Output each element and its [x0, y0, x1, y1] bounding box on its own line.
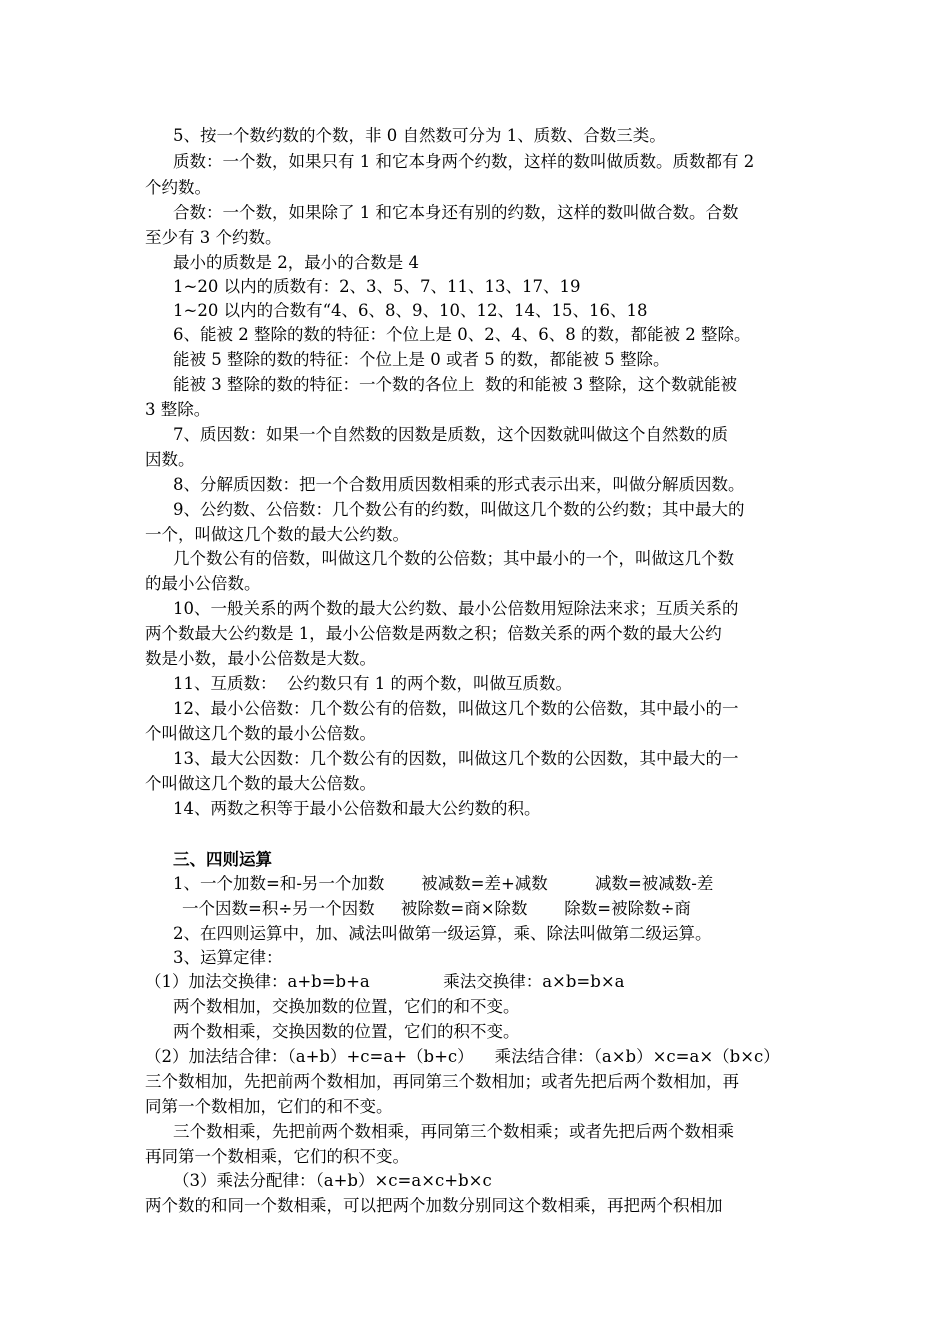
text-line: 能被 3 整除的数的特征：一个数的各位上 数的和能被 3 整除，这个数就能被 [173, 375, 737, 394]
text-line: 再同第一个数相乘，它们的积不变。 [145, 1147, 409, 1166]
text-line: 1~20 以内的质数有：2、3、5、7、11、13、17、19 [173, 277, 581, 296]
text-line: 两个数相加，交换加数的位置，它们的和不变。 [173, 997, 520, 1016]
text-line: （2）加法结合律：（a+b）+c=a+（b+c） 乘法结合律：（a×b）×c=a×（b×c） [145, 1047, 780, 1066]
text-line: 因数。 [145, 450, 195, 469]
text-line: 9、公约数、公倍数：几个数公有的约数，叫做这几个数的公约数；其中最大的 [173, 500, 745, 519]
text-line: 14、两数之积等于最小公倍数和最大公约数的积。 [173, 799, 541, 818]
text-line: 7、质因数：如果一个自然数的因数是质数，这个因数就叫做这个自然数的质 [173, 425, 728, 444]
text-line: 2、在四则运算中，加、减法叫做第一级运算，乘、除法叫做第二级运算。 [173, 924, 712, 943]
text-line: 同第一个数相加，它们的和不变。 [145, 1097, 393, 1116]
text-line: 3 整除。 [145, 400, 211, 419]
text-line: 个约数。 [145, 178, 211, 197]
text-line: 8、分解质因数：把一个合数用质因数相乘的形式表示出来，叫做分解质因数。 [173, 475, 745, 494]
text-line: 个叫做这几个数的最大公倍数。 [145, 774, 376, 793]
text-line: 两个数的和同一个数相乘，可以把两个加数分别同这个数相乘，再把两个积相加 [145, 1196, 723, 1215]
text-line: 1~20 以内的合数有“4、6、8、9、10、12、14、15、16、18 [173, 301, 648, 320]
text-line: 三个数相加，先把前两个数相加，再同第三个数相加；或者先把后两个数相加，再 [145, 1072, 739, 1091]
section-heading: 三、四则运算 [173, 850, 272, 869]
text-line: 的最小公倍数。 [145, 574, 261, 593]
text-line: 三个数相乘，先把前两个数相乘，再同第三个数相乘；或者先把后两个数相乘 [173, 1122, 734, 1141]
text-line: 合数：一个数，如果除了 1 和它本身还有别的约数，这样的数叫做合数。合数 [173, 203, 739, 222]
text-line: 5、按一个数约数的个数，非 0 自然数可分为 1、质数、合数三类。 [173, 126, 666, 145]
text-line: 质数：一个数，如果只有 1 和它本身两个约数，这样的数叫做质数。质数都有 2 [173, 152, 755, 171]
text-line: 能被 5 整除的数的特征：个位上是 0 或者 5 的数，都能被 5 整除。 [173, 350, 670, 369]
text-line: （3）乘法分配律：（a+b）×c=a×c+b×c [173, 1171, 492, 1190]
text-line: 数是小数，最小公倍数是大数。 [145, 649, 376, 668]
text-line: 12、最小公倍数：几个数公有的倍数，叫做这几个数的公倍数，其中最小的一 [173, 699, 739, 718]
text-line: 两个数相乘，交换因数的位置，它们的积不变。 [173, 1022, 520, 1041]
text-line: 1、一个加数=和-另一个加数 被减数=差+减数 减数=被减数-差 [173, 874, 714, 893]
text-line: 11、互质数： 公约数只有 1 的两个数，叫做互质数。 [173, 674, 572, 693]
text-line: 6、能被 2 整除的数的特征：个位上是 0、2、4、6、8 的数，都能被 2 整除。 [173, 325, 751, 344]
text-line: 3、运算定律： [173, 948, 283, 967]
text-line: 至少有 3 个约数。 [145, 228, 282, 247]
text-line: 10、一般关系的两个数的最大公约数、最小公倍数用短除法来求；互质关系的 [173, 599, 739, 618]
text-line: 一个，叫做这几个数的最大公约数。 [145, 525, 409, 544]
text-line: 个叫做这几个数的最小公倍数。 [145, 724, 376, 743]
text-line: （1）加法交换律：a+b=b+a 乘法交换律：a×b=b×a [145, 972, 625, 991]
text-line: 几个数公有的倍数，叫做这几个数的公倍数；其中最小的一个，叫做这几个数 [173, 549, 734, 568]
text-line: 一个因数=积÷另一个因数 被除数=商×除数 除数=被除数÷商 [182, 899, 691, 918]
text-line: 13、最大公因数：几个数公有的因数，叫做这几个数的公因数，其中最大的一 [173, 749, 739, 768]
text-line: 最小的质数是 2，最小的合数是 4 [173, 253, 419, 272]
text-line: 两个数最大公约数是 1，最小公倍数是两数之积；倍数关系的两个数的最大公约 [145, 624, 722, 643]
